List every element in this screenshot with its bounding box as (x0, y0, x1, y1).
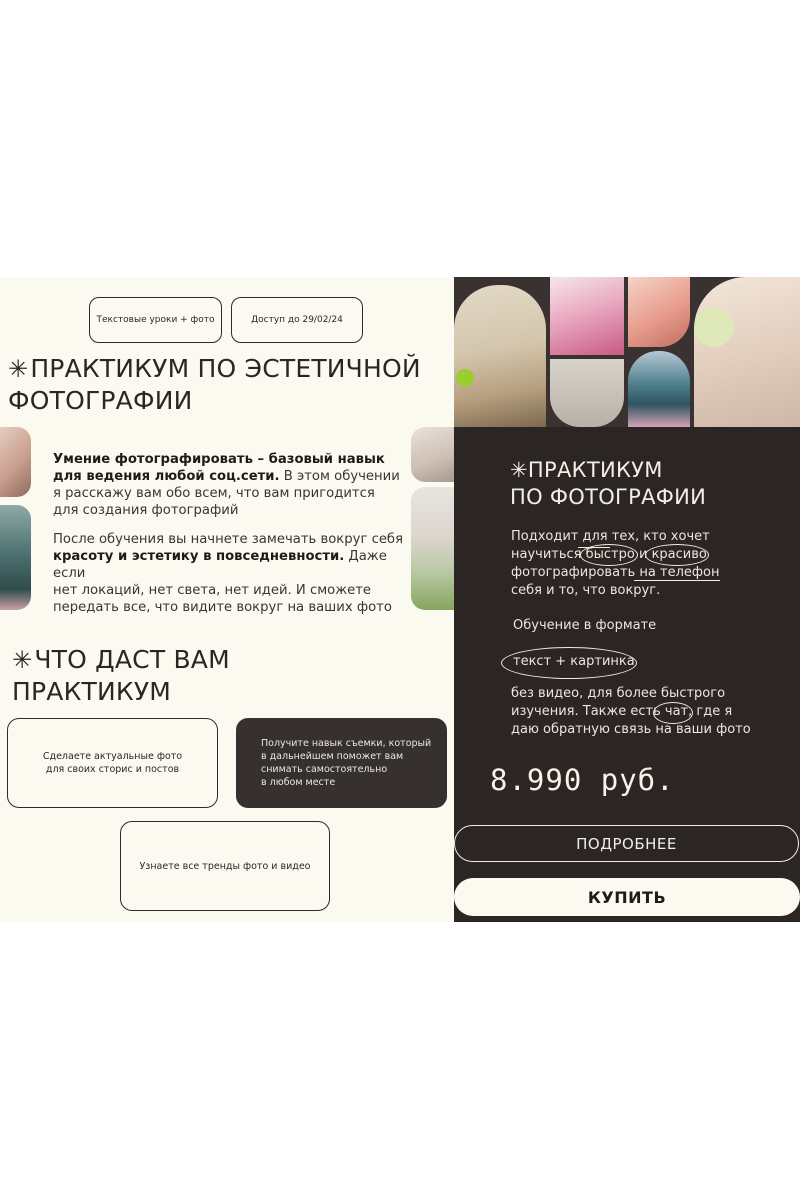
photo-glasses (550, 359, 624, 427)
after-line-1: После обучения вы начнете замечать вокруг себя (53, 532, 403, 547)
benefit-card-2-line2: в дальнейшем поможет вам (261, 751, 404, 762)
intro-bold-1: Умение фотографировать – базовый навык (53, 452, 385, 467)
benefit-card-1-line1: Сделаете актуальные фото (42, 751, 183, 762)
asterisk-icon: ✳ (12, 646, 33, 674)
photo-lake (628, 351, 690, 427)
photo-collage (454, 277, 800, 427)
desc-line-3a: фотографировать (511, 565, 640, 580)
format-value: текст + картинка (513, 654, 635, 669)
benefit-card-3-text: Узнаете все тренды фото и видео (139, 860, 311, 872)
after-paragraph (53, 531, 413, 616)
photo-bag (454, 285, 546, 427)
photo-left-bottom (0, 505, 31, 610)
course-title-line1: ПРАКТИКУМ ПО ЭСТЕТИЧНОЙ (30, 354, 421, 383)
desc-word-beautiful: красиво (651, 547, 707, 562)
pill-access-date (231, 297, 363, 343)
benefit-card-1-line2: для своих сторис и постов (45, 764, 180, 775)
more-button[interactable] (454, 825, 799, 862)
photo-right-bottom (411, 487, 454, 610)
course-title-line2: ФОТОГРАФИИ (8, 386, 193, 415)
buy-button-label: КУПИТЬ (587, 887, 667, 907)
desc-word-fast: быстро (585, 547, 635, 562)
more-button-label: ПОДРОБНЕЕ (576, 834, 677, 853)
intro-rest-1: В этом обучении (279, 469, 400, 484)
note-line-1: без видео, для более быстрого (511, 686, 726, 701)
offer-title-line2: ПО ФОТОГРАФИИ (510, 485, 707, 509)
course-title (8, 353, 421, 416)
after-line-4: передать все, что видите вокруг на ваших фото (53, 600, 392, 615)
desc-line-2a: научиться (511, 547, 586, 562)
desc-line-2c: и (634, 547, 652, 562)
intro-paragraph (53, 451, 403, 519)
photo-petals (628, 277, 690, 347)
benefits-title-line2: ПРАКТИКУМ (12, 677, 172, 706)
intro-bold-2: для ведения любой соц.сети. (53, 469, 280, 484)
intro-line-3: я расскажу вам обо всем, что вам пригодится (53, 486, 375, 501)
underline-mark (634, 580, 720, 581)
buy-button[interactable] (454, 878, 800, 916)
offer-title (510, 457, 706, 511)
benefits-title-line1: ЧТО ДАСТ ВАМ (34, 645, 230, 674)
benefit-card-2-line3: снимать самостоятельно (261, 764, 388, 775)
desc-line-4: себя и то, что вокруг. (511, 583, 661, 598)
offer-description (511, 528, 791, 600)
intro-line-4: для создания фотографий (53, 503, 239, 518)
photo-hand (694, 277, 800, 427)
after-rest: Даже если (53, 549, 387, 581)
left-panel (0, 277, 454, 922)
photo-flowers (550, 277, 624, 355)
circle-mark (580, 544, 638, 566)
desc-word-phone: на телефон (639, 565, 720, 580)
pill-access-date-label: Доступ до 29/02/24 (251, 315, 343, 325)
circle-mark (653, 702, 693, 724)
right-panel (454, 277, 800, 922)
benefit-card-2 (236, 718, 447, 808)
after-bold: красоту и эстетику в повседневности. (53, 549, 345, 564)
format-label: Обучение в формате (513, 618, 657, 633)
pill-text-lessons-label: Текстовые уроки + фото (96, 315, 215, 325)
offer-title-line1: ПРАКТИКУМ (527, 458, 663, 482)
benefit-card-1 (7, 718, 218, 808)
note-line-2c: , где я (688, 704, 733, 719)
benefits-title (12, 644, 230, 707)
after-line-3: нет локаций, нет света, нет идей. И сможете (53, 583, 372, 598)
desc-line-1: Подходит для тех, кто хочет (511, 529, 710, 544)
photo-left-top (0, 427, 31, 497)
photo-right-top (411, 427, 454, 482)
note-line-2a: изучения. Также есть (511, 704, 665, 719)
pill-text-lessons (89, 297, 222, 343)
benefit-card-2-line4: в любом месте (261, 777, 336, 788)
note-word-chat: чат (664, 704, 689, 719)
note-line-3: даю обратную связь на ваши фото (511, 722, 751, 737)
price: 8.990 руб. (490, 763, 675, 797)
asterisk-icon: ✳ (8, 355, 29, 383)
circle-mark (645, 544, 709, 566)
benefit-card-3 (120, 821, 330, 911)
benefit-card-2-line1: Получите навык съемки, который (261, 738, 432, 749)
asterisk-icon: ✳ (510, 458, 528, 482)
